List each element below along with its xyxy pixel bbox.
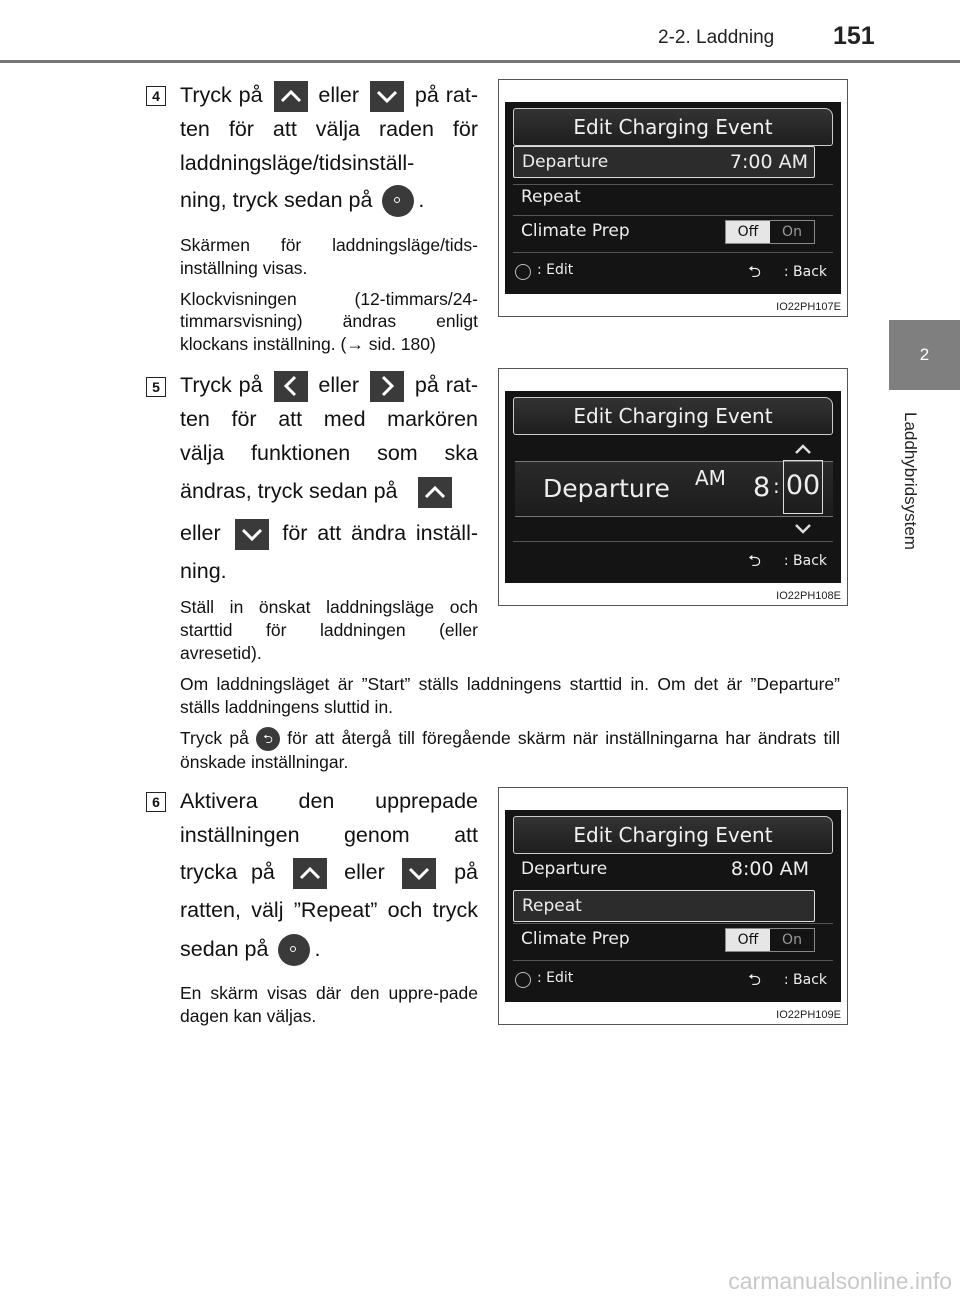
select-knob-icon: [382, 185, 414, 217]
text: .: [418, 188, 425, 212]
text: Aktivera den upprepade: [180, 789, 478, 813]
screen-footer: [513, 547, 833, 575]
chevron-down-icon: [402, 858, 436, 889]
text: trycka på: [180, 860, 275, 884]
back-hint: : Back: [783, 972, 827, 988]
climate-toggle: [725, 928, 815, 952]
chevron-up-icon: [418, 477, 452, 508]
hour: 8: [753, 472, 771, 503]
knob-icon: [515, 264, 531, 280]
chevron-down-icon: [370, 81, 404, 112]
row-departure: [513, 146, 815, 178]
row-repeat: [513, 890, 815, 922]
figure-code: IO22PH107E: [776, 301, 841, 313]
step-number-4: 4: [146, 86, 166, 106]
step-5-text: [180, 368, 478, 664]
divider: [513, 960, 833, 961]
header-rule: [0, 60, 960, 63]
screen-title: Edit Charging Event: [513, 816, 833, 854]
text: på rat-: [414, 373, 478, 397]
note: Om laddningsläget är ”Start” ställs laddningens starttid in. Om det är ”Departure” ställs laddningens sluttid in.: [180, 674, 840, 717]
toggle-on: On: [782, 224, 802, 240]
chevron-up-icon: [793, 441, 813, 455]
note: Skärmen för laddningsläge/tids-inställning visas.: [180, 235, 478, 278]
text: för att ändra inställ-: [282, 521, 479, 545]
text: ten för att med markören: [180, 407, 478, 431]
toggle-off: Off: [726, 929, 770, 951]
display-screen: [505, 102, 841, 294]
edit-hint: : Edit: [537, 262, 574, 278]
page-number: 151: [833, 22, 875, 50]
edit-hint: : Edit: [537, 970, 574, 986]
text: på: [454, 860, 479, 884]
row-departure: [513, 854, 815, 884]
back-hint: : Back: [783, 553, 827, 569]
back-arrow-icon: ⮌: [748, 262, 761, 281]
text: på rat-: [414, 83, 478, 107]
note: [180, 727, 840, 774]
chevron-down-icon: [235, 519, 269, 550]
departure-time: 7:00 AM: [729, 151, 808, 173]
figure-code: IO22PH108E: [776, 590, 841, 602]
text: eller: [180, 521, 221, 545]
text: ning.: [180, 559, 227, 583]
text: Tryck på: [180, 373, 263, 397]
text: eller: [318, 83, 360, 107]
text: Tryck på: [180, 83, 263, 107]
text: ratten, välj ”Repeat” och tryck: [180, 898, 478, 922]
text: välja funktionen som ska: [180, 441, 478, 465]
note: En skärm visas där den uppre-pade dagen kan väljas.: [180, 983, 478, 1026]
section-title: 2-2. Laddning: [658, 27, 775, 48]
row-label: Climate Prep: [521, 929, 630, 949]
step-number-5: 5: [146, 377, 166, 397]
step-6-text: [180, 784, 478, 1028]
screenshot-1: [498, 79, 848, 317]
editor-label: Departure: [543, 474, 670, 503]
display-screen: [505, 810, 841, 1002]
climate-toggle: [725, 220, 815, 244]
screenshot-3: [498, 787, 848, 1025]
divider: [513, 541, 833, 542]
ampm: AM: [695, 466, 726, 490]
row-label: Departure: [522, 152, 609, 172]
chevron-left-icon: [274, 371, 308, 402]
row-label: Repeat: [521, 187, 581, 207]
text: .: [314, 937, 321, 961]
colon: :: [773, 474, 780, 498]
back-arrow-icon: ⮌: [748, 551, 761, 570]
text: eller: [318, 373, 360, 397]
back-button-icon: ⮌: [256, 727, 280, 751]
step-4-text: [180, 78, 478, 356]
text: ning, tryck sedan på: [180, 188, 373, 212]
screen-title: Edit Charging Event: [513, 397, 833, 435]
step-number-6: 6: [146, 792, 166, 812]
screen-title: Edit Charging Event: [513, 108, 833, 146]
text: ändras, tryck sedan på: [180, 479, 398, 503]
toggle-off: Off: [726, 221, 770, 243]
toggle-on: On: [782, 932, 802, 948]
back-hint: : Back: [783, 264, 827, 280]
row-label: Repeat: [522, 896, 582, 916]
row-repeat: [513, 182, 815, 212]
note: Klockvisningen (12-timmars/24-timmarsvisning) ändras enligt klockans inställning. (→ sid. 180): [180, 288, 478, 354]
text: sedan på: [180, 937, 269, 961]
figure-code: IO22PH109E: [776, 1009, 841, 1021]
row-label: Climate Prep: [521, 221, 630, 241]
departure-time: 8:00 AM: [730, 858, 809, 880]
note: Ställ in önskat laddningsläge och starttid för laddningen (eller avresetid).: [180, 597, 478, 663]
row-label: Departure: [521, 859, 608, 879]
chapter-tab: 2: [889, 320, 960, 390]
minute-cursor: 00: [783, 460, 823, 514]
knob-icon: [515, 972, 531, 988]
text: för att återgå till föregående skärm när inställningarna har ändrats till önskade inställningar.: [180, 728, 840, 773]
screen-footer: [513, 966, 833, 994]
text: Tryck på: [180, 728, 249, 748]
divider: [513, 252, 833, 253]
chevron-up-icon: [293, 858, 327, 889]
text: laddningsläge/tidsinställ-: [180, 151, 415, 175]
time-editor: [515, 461, 833, 517]
chevron-down-icon: [793, 521, 813, 535]
display-screen: [505, 391, 841, 583]
watermark: carmanualsonline.info: [728, 1268, 952, 1294]
text: inställningen genom att: [180, 823, 478, 847]
chapter-label: Laddhybridsystem: [901, 412, 920, 550]
screen-footer: [513, 258, 833, 286]
select-knob-icon: [278, 934, 310, 966]
text: eller: [344, 860, 385, 884]
chevron-right-icon: [370, 371, 404, 402]
text: ten för att välja raden för: [180, 117, 478, 141]
back-arrow-icon: ⮌: [748, 970, 761, 989]
screenshot-2: [498, 368, 848, 606]
chevron-up-icon: [274, 81, 308, 112]
